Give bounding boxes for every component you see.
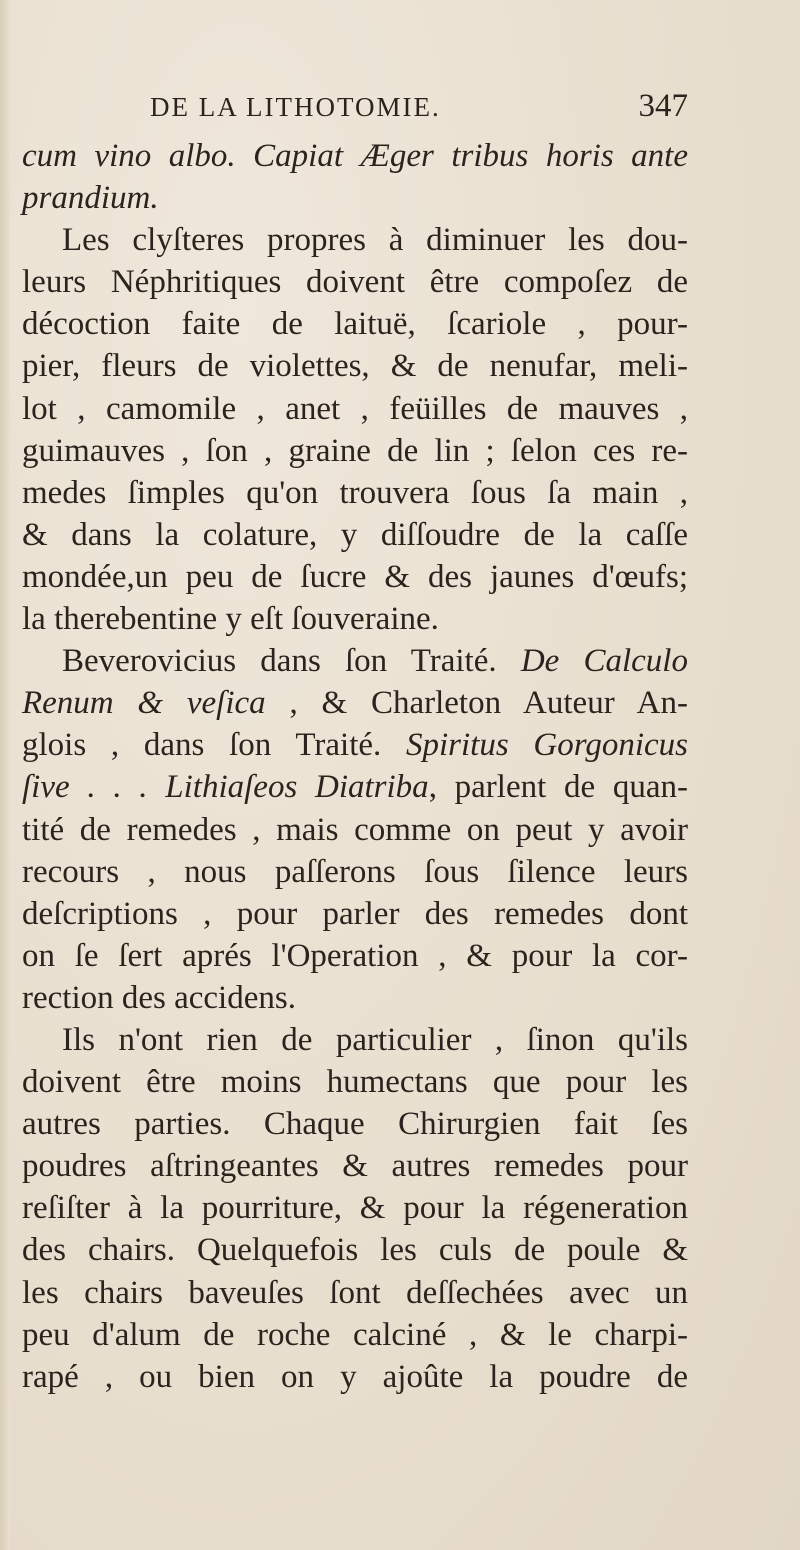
text-line xyxy=(22,472,688,514)
text-segment: lot , camomile , anet , feüilles de mauves , xyxy=(22,390,688,427)
text-line xyxy=(22,1103,688,1145)
text-line xyxy=(22,388,688,430)
text-segment: mondée,un peu de ſucre & des jaunes d'œufs; xyxy=(22,558,688,595)
text-segment: deſcriptions , pour parler des remedes dont xyxy=(22,895,688,932)
text-segment: Beverovicius dans ſon Traité. xyxy=(62,643,521,680)
text-line xyxy=(22,430,688,472)
text-segment: rapé , ou bien on y ajoûte la poudre de xyxy=(22,1358,688,1395)
text-line xyxy=(22,935,688,977)
text-line xyxy=(22,1145,688,1187)
text-line xyxy=(22,1019,688,1061)
page-number: 347 xyxy=(638,88,688,124)
text-segment: glois , dans ſon Traité. xyxy=(22,727,406,764)
text-line xyxy=(22,303,688,345)
text-segment: rection des accidens. xyxy=(22,979,296,1016)
italic-text: prandium. xyxy=(22,180,159,217)
text-segment: , & Charleton Auteur An- xyxy=(265,685,688,722)
text-line xyxy=(22,556,688,598)
text-segment: guimauves , ſon , graine de lin ; ſelon ces re- xyxy=(22,432,688,469)
text-segment: autres parties. Chaque Chirurgien fait ſes xyxy=(22,1106,688,1143)
running-header xyxy=(150,88,688,132)
running-title: DE LA LITHOTOMIE. xyxy=(150,92,441,122)
text-line xyxy=(22,1187,688,1229)
text-line xyxy=(22,514,688,556)
text-segment: & dans la colature, y diſſoudre de la caſſe xyxy=(22,516,688,553)
text-line xyxy=(22,1272,688,1314)
text-line xyxy=(22,766,688,808)
text-segment: Les clyſteres propres à diminuer les dou- xyxy=(62,222,688,259)
text-segment: doivent être moins humectans que pour les xyxy=(22,1064,688,1101)
text-line xyxy=(22,640,688,682)
italic-text: ſive . . . Lithiaſeos Diatriba xyxy=(22,769,429,806)
text-segment: , parlent de quan- xyxy=(428,769,689,806)
text-line xyxy=(22,1229,688,1271)
text-segment: des chairs. Quelquefois les culs de poule & xyxy=(22,1232,688,1269)
text-line xyxy=(22,851,688,893)
text-segment: tité de remedes , mais comme on peut y avoir xyxy=(22,811,688,848)
text-line xyxy=(22,177,688,219)
text-line xyxy=(22,345,688,387)
text-segment: la therebentine y eſt ſouveraine. xyxy=(22,601,439,638)
text-line xyxy=(22,1356,688,1398)
text-segment: peu d'alum de roche calciné , & le charpi- xyxy=(22,1316,688,1353)
text-line xyxy=(22,809,688,851)
text-line xyxy=(22,724,688,766)
italic-text: Spiritus Gorgonicus xyxy=(405,727,689,764)
text-segment: Ils n'ont rien de particulier , ſinon qu'ils xyxy=(62,1021,688,1058)
text-segment: leurs Néphritiques doivent être compoſez de xyxy=(22,264,688,301)
text-line xyxy=(22,261,688,303)
text-line xyxy=(22,135,688,177)
text-segment: les chairs baveuſes ſont deſſechées avec un xyxy=(22,1274,688,1311)
body-text xyxy=(22,135,688,1398)
text-line xyxy=(22,977,688,1019)
text-segment: medes ſimples qu'on trouvera ſous ſa main , xyxy=(22,474,688,511)
italic-text: De Calculo xyxy=(520,643,688,680)
text-segment: poudres aſtringeantes & autres remedes pour xyxy=(22,1148,688,1185)
text-segment: recours , nous paſſerons ſous ſilence leurs xyxy=(22,853,688,890)
text-segment: pier, fleurs de violettes, & de nenufar, meli- xyxy=(22,348,688,385)
italic-text: Renum & veſica xyxy=(22,685,266,722)
page-gutter-shadow xyxy=(0,0,10,1550)
text-line xyxy=(22,1061,688,1103)
text-segment: on ſe ſert aprés l'Operation , & pour la cor- xyxy=(22,937,688,974)
italic-text: cum vino albo. Capiat Æger tribus horis ante xyxy=(22,138,688,174)
text-line xyxy=(22,598,688,640)
text-segment: reſiſter à la pourriture, & pour la régeneration xyxy=(22,1190,688,1227)
text-line xyxy=(22,1314,688,1356)
text-line xyxy=(22,682,688,724)
text-line xyxy=(22,219,688,261)
text-line xyxy=(22,893,688,935)
text-segment: décoction faite de laituë, ſcariole , pour- xyxy=(22,306,688,343)
